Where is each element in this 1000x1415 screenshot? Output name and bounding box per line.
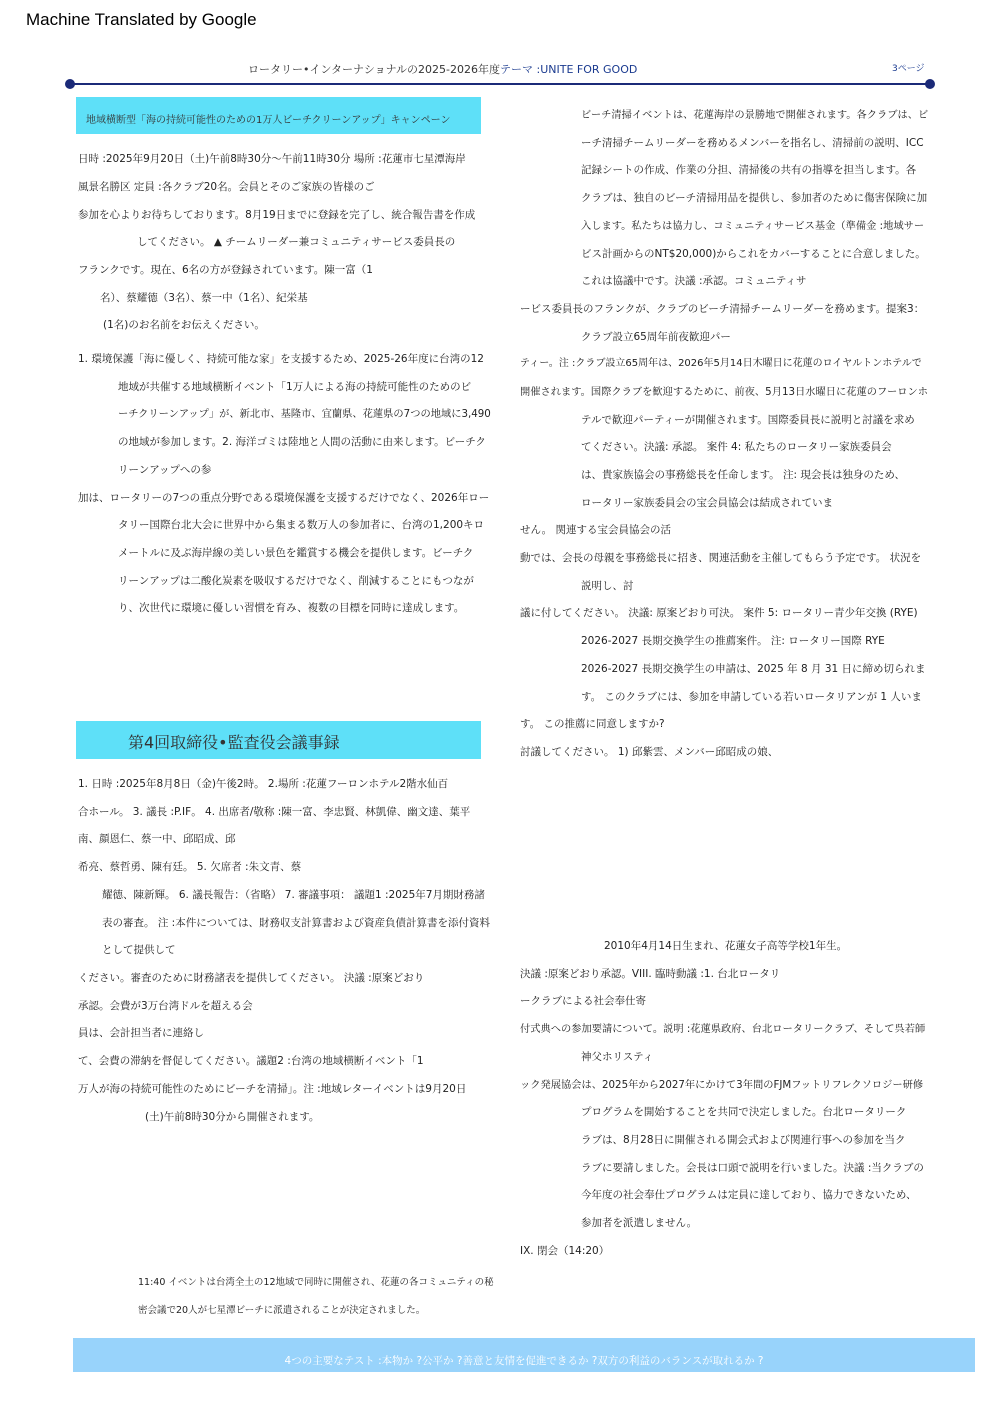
event-note-line: 密会議で20人が七星潭ビーチに派遣されることが決定されました。 <box>138 1305 426 1316</box>
header-rule-dot-left <box>65 79 75 89</box>
campaign-line: リーンアップへの参 <box>118 464 212 476</box>
minutes-line: 合ホール。 3. 議長 :P.IF。 4. 出席者/敬称 :陳一富、李忠賢、林凱偉、幽文達、葉平 <box>78 806 471 818</box>
campaign-banner: 地域横断型「海の持続可能性のための1万人ビーチクリーンアップ」キャンペーン <box>76 97 481 134</box>
right-column-line: てください。決議: 承認。 案件 4: 私たちのロータリー家族委員会 <box>581 441 892 453</box>
right-column-line: 参加者を派遣しません。 <box>581 1217 698 1229</box>
right-column-line: ービス委員長のフランクが、クラブのビーチ清掃チームリーダーを務めます。提案3： <box>520 303 925 315</box>
right-column-line: 2010年4月14日生まれ、花蓮女子高等学校1年生。 <box>604 940 848 952</box>
minutes-line: て、会費の滞納を督促してください。議題2 :台湾の地域横断イベント「1 <box>78 1055 424 1067</box>
right-column-line: ラブに要請しました。会長は口頭で説明を行いました。決議 :当クラブの <box>581 1162 924 1174</box>
minutes-line: 万人が海の持続可能性のためにビーチを清掃」。注 :地域レターイベントは9月20日 <box>78 1083 467 1095</box>
campaign-line: り、次世代に環境に優しい習慣を育み、複数の目標を同時に達成します。 <box>118 602 465 614</box>
page-header-title <box>248 61 637 77</box>
page-number: 3ページ <box>892 64 925 74</box>
right-column-line: ーチ清掃チームリーダーを務めるメンバーを指名し、清掃前の説明、ICC <box>581 137 924 149</box>
right-column-line: ビーチ清掃イベントは、花蓮海岸の景勝地で開催されます。各クラブは、ビ <box>581 109 929 121</box>
minutes-banner: 第4回取締役•監査役会議事録 <box>76 721 481 759</box>
right-column-line: 今年度の社会奉仕プログラムは定員に達しており、協力できないため、 <box>581 1189 917 1201</box>
right-column-line: クラブは、独自のビーチ清掃用品を提供し、参加者のために傷害保険に加 <box>581 192 928 204</box>
right-column-line: 議に付してください。 決議: 原案どおり可決。 案件 5: ロータリー青少年交換 (RYE) <box>520 607 918 619</box>
right-column-line: ティー。注 :クラブ設立65周年は、2026年5月14日木曜日に花蓮のロイヤルトンホテルで <box>520 358 922 369</box>
right-column-line: 開催されます。国際クラブを歓迎するために、前夜、5月13日水曜日に花蓮のフーロンホ <box>520 386 928 398</box>
header-rule-dot-right <box>925 79 935 89</box>
minutes-line: 承認。会費が3万台湾ドルを超える会 <box>78 1000 253 1012</box>
minutes-line: 希亮、蔡哲勇、陳有廷。 5. 欠席者 :朱文青、蔡 <box>78 861 302 873</box>
campaign-line: 参加を心よりお待ちしております。8月19日までに登録を完了し、統合報告書を作成 <box>78 209 476 221</box>
campaign-line: ーチクリーンアップ」が、新北市、基隆市、宜蘭県、花蓮県の7つの地域に3,490 <box>118 408 491 420</box>
campaign-line: (1名)のお名前をお伝えください。 <box>103 319 265 331</box>
minutes-line: として提供して <box>102 944 176 956</box>
campaign-line: 加は、ロータリーの7つの重点分野である環境保護を支援するだけでなく、2026年ロー <box>78 492 490 504</box>
right-column-line: クラブ設立65周年前夜歓迎パー <box>581 331 731 343</box>
machine-translated-label: Machine Translated by Google <box>26 10 257 29</box>
right-column-line: 入します。私たちは協力し、コミュニティサービス基金（準備金 :地域サー <box>581 220 925 232</box>
minutes-line: ください。審査のために財務諸表を提供してください。 決議 :原案どおり <box>78 972 425 984</box>
right-column-line: 記録シートの作成、作業の分担、清掃後の共有の指導を担当します。各 <box>581 164 917 176</box>
campaign-line: 地域が共催する地域横断イベント「1万人による海の持続可能性のためのビ <box>118 381 472 393</box>
header-title-theme: テーマ :UNITE FOR GOOD <box>500 63 638 76</box>
four-way-test-banner: 4つの主要なテスト :本物か ?公平か ?善意と友情を促進できるか ?双方の利益のバランスが取れるか ? <box>73 1338 975 1372</box>
minutes-line: 1. 日時 :2025年8月8日（金)午後2時。 2.場所 :花蓮フーロンホテル2階水仙百 <box>78 778 449 790</box>
right-column-line: 討議してください。 1) 邱紫雲、メンバー邱昭成の娘、 <box>520 746 779 758</box>
right-column-line: ロータリー家族委員会の宝会員協会は結成されていま <box>581 497 833 509</box>
right-column-line: す。 この推薦に同意しますか? <box>520 718 665 730</box>
right-column-line: せん。 関連する宝会員協会の活 <box>520 524 671 536</box>
right-column-line: 2026-2027 長期交換学生の申請は、2025 年 8 月 31 日に締め切られま <box>581 663 926 675</box>
right-column-line: 神父ホリスティ <box>581 1051 654 1063</box>
campaign-line: 風景名勝区 定員 :各クラブ20名。会員とそのご家族の皆様のご <box>78 181 375 193</box>
right-column-line: ークラブによる社会奉仕寄 <box>520 995 646 1007</box>
right-column-line: ック発展協会は、2025年から2027年にかけて3年間のFJMフットリフレクソロジー研修 <box>520 1079 924 1091</box>
right-column-line: 説明し、討 <box>581 580 634 592</box>
campaign-line: メートルに及ぶ海岸線の美しい景色を鑑賞する機会を提供します。ビーチク <box>118 547 474 559</box>
header-title-prefix: ロータリー•インターナショナルの2025-2026年度 <box>248 63 501 76</box>
campaign-line: の地域が参加します。2. 海洋ゴミは陸地と人間の活動に由来します。ビーチク <box>118 436 486 448</box>
right-column-line: す。 このクラブには、参加を申請している若いロータリアンが 1 人いま <box>581 691 922 703</box>
campaign-line: 1. 環境保護「海に優しく、持続可能な家」を支援するため、2025-26年度に台湾の12 <box>78 353 484 365</box>
minutes-line: (土)午前8時30分から開催されます。 <box>145 1111 320 1123</box>
right-column-line: 付式典への参加要請について。説明 :花蓮県政府、台北ロータリークラブ、そして呉若師 <box>520 1023 926 1035</box>
campaign-line: 日時 :2025年9月20日（土)午前8時30分〜午前11時30分 場所 :花蓮市七星潭海岸 <box>78 153 466 165</box>
right-column-line: ラブは、8月28日に開催される開会式および関連行事への参加を当ク <box>581 1134 906 1146</box>
right-column-line: は、貴家族協会の事務総長を任命します。 注: 現会長は独身のため、 <box>581 469 905 481</box>
minutes-line: 南、顔恩仁、蔡一中、邱昭成、邱 <box>78 833 236 845</box>
right-column-line: 決議 :原案どおり承認。VIII. 臨時動議 :1. 台北ロータリ <box>520 968 781 980</box>
minutes-line: 耀德、陳新輝。 6. 議長報告：（省略） 7. 審議事項： 議題1 :2025年7月期財務諸 <box>102 889 485 901</box>
right-column-line: プログラムを開始することを共同で決定しました。台北ロータリーク <box>581 1106 907 1118</box>
right-column-line: テルで歓迎パーティーが開催されます。国際委員長に説明と討議を求め <box>581 414 915 426</box>
right-column-line: 2026-2027 長期交換学生の推薦案件。 注: ロータリー国際 RYE <box>581 635 885 647</box>
campaign-line: タリー国際台北大会に世界中から集まる数万人の参加者に、台湾の1,200キロ <box>118 519 485 531</box>
event-note-line: 11:40 イベントは台湾全土の12地域で同時に開催され、花蓮の各コミュニティの秘 <box>138 1277 494 1288</box>
campaign-line: してください。 ▲ チームリーダー兼コミュニティサービス委員長の <box>137 236 456 248</box>
adjournment-line: IX. 閉会（14:20） <box>520 1245 610 1257</box>
right-column-line: ビス計画からのNT$20,000)からこれをカバーすることに合意しました。 <box>581 248 926 260</box>
header-rule <box>70 83 930 85</box>
minutes-line: 表の審査。 注 :本件については、財務収支計算書および資産負債計算書を添付資料 <box>102 917 491 929</box>
minutes-line: 員は、会計担当者に連絡し <box>78 1027 204 1039</box>
right-column-line: 動では、会長の母親を事務総長に招き、関連活動を主催してもらう予定です。 状況を <box>520 552 922 564</box>
right-column-line: これは協議中です。決議 :承認。コミュニティサ <box>581 275 807 287</box>
campaign-line: 名）、蔡耀德（3名）、蔡一中（1名）、紀栄基 <box>100 292 308 304</box>
campaign-line: リーンアップは二酸化炭素を吸収するだけでなく、削減することにもつなが <box>118 575 474 587</box>
campaign-line: フランクです。現在、6名の方が登録されています。陳一富（1 <box>78 264 373 276</box>
